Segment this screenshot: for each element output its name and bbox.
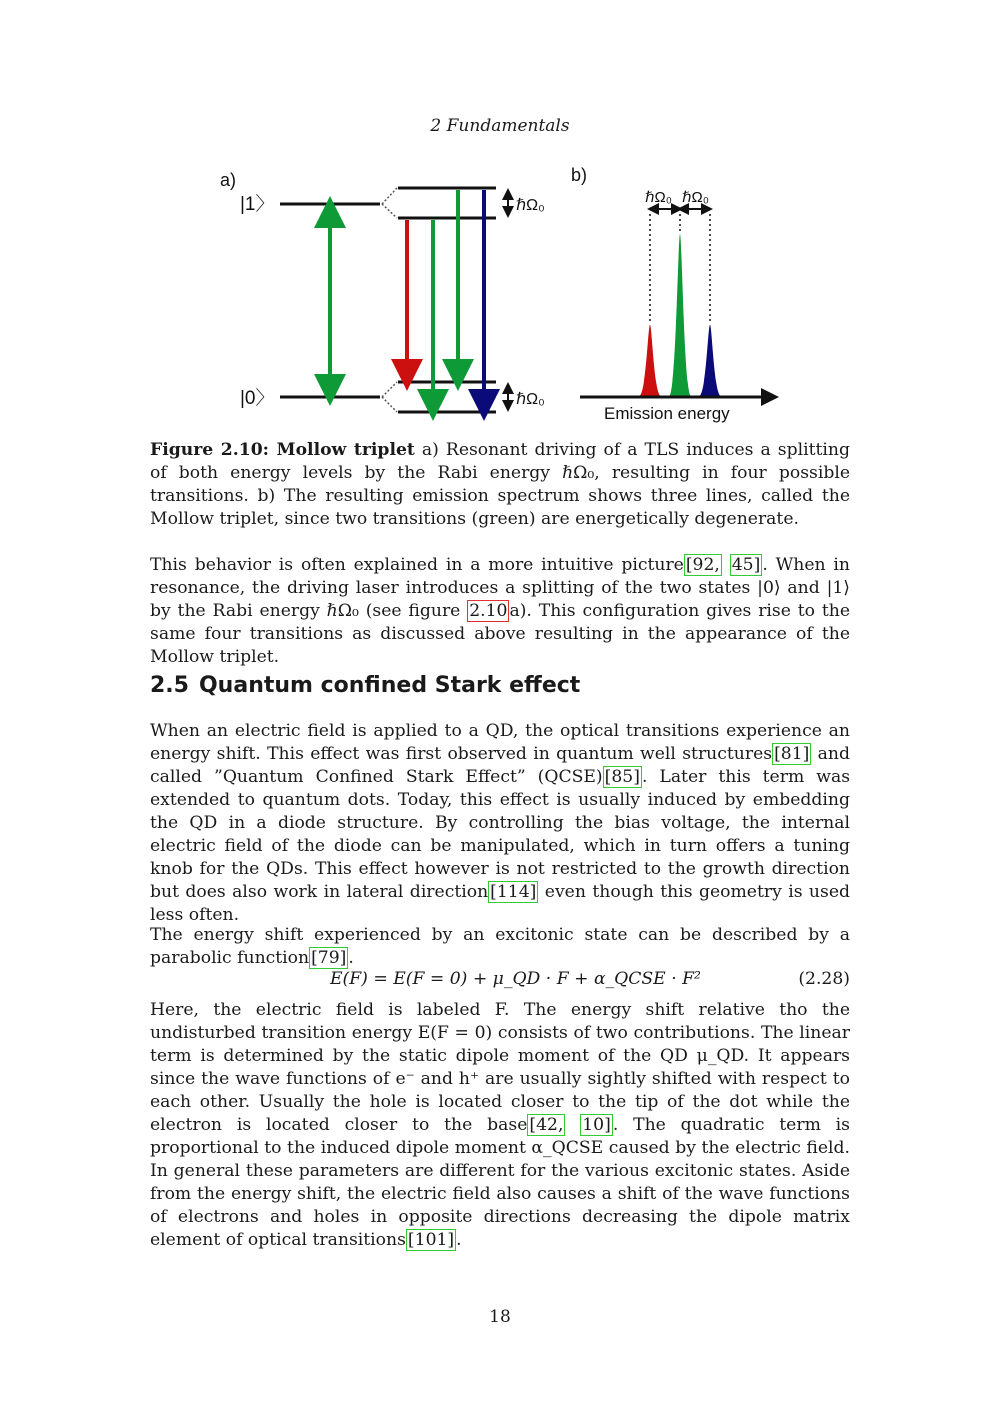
text: even though this geometry is used less often. [150,882,850,925]
text: and called ”Quantum Confined Stark Effect” (QCSE) [150,744,850,787]
rabi-label-upper: ℏΩ₀ [516,197,545,214]
text: . [348,948,354,968]
figure-mollow-triplet [200,158,800,430]
page-number: 18 [489,1307,511,1327]
caption-text: a) Resonant driving of a TLS induces a splitting of both energy levels by the Rabi energy ℏΩ₀, resulting in four possible transitions. b) The resulting emission spectrum shows three lines, called the Mollow triplet, since two transitions (green) are energetically degenerate. [150,440,850,529]
spacing-label-left: ℏΩ₀ [645,189,672,206]
paragraph-qcse-intro [150,720,850,927]
emission-peak-blue [699,325,721,396]
splitting-connector-upper [382,188,397,218]
running-header: 2 Fundamentals [430,116,570,136]
text: . When in resonance, the driving laser introduces a splitting of the two states |0⟩ and |1⟩ by the Rabi energy ℏΩ₀ (see figure [150,555,850,621]
paragraph-field-explanation [150,999,850,1252]
emission-peak-red [639,325,661,396]
text: . Later this term was extended to quantum dots. Today, this effect is usually induced by embedding the QD in a diode structure. By controlling the bias voltage, the internal electric field of the diode can be manipulated, which in turn offers a tuning knob for the QDs. This effect however is not restricted to the growth direction but does also work in lateral direction [150,767,851,902]
paragraph-energy-shift [150,924,850,970]
equation-number: (2.28) [798,969,850,989]
state-1-label: |1〉 [240,194,275,215]
text: Here, the electric field is labeled F. The energy shift relative tho the undisturbed transition energy E(F = 0) consists of two contributions. The linear term is determined by the static dipole moment of the QD μ_QD. It appears since the wave functions of e⁻ and h⁺ are usually sightly shifted with respect to each other. Usually the hole is located closer to the tip of the dot while the electron is located closer to the base [150,1000,850,1135]
citation-link[interactable]: [81] [774,744,810,764]
citation-link[interactable]: [85] [604,767,640,787]
citation-link[interactable]: 10] [582,1115,611,1135]
citation-link[interactable]: 45] [731,555,761,575]
figure-svg [200,158,800,430]
section-title: Quantum confined Stark effect [198,673,581,698]
citation-link[interactable]: [114] [490,882,537,902]
emission-peak-green [669,234,691,396]
section-heading [150,673,580,698]
caption-label: Figure 2.10: Mollow triplet [150,440,415,460]
citation-link[interactable]: [42, [529,1115,564,1135]
figure-caption [150,439,850,531]
rabi-label-lower: ℏΩ₀ [516,391,545,408]
equation-body: E(F) = E(F = 0) + μ_QD · F + α_QCSE · F² [330,969,701,989]
text: a). This configuration gives rise to the same four transitions as discussed above resulting in the appearance of the Mollow triplet. [150,601,850,667]
text: . [456,1230,462,1250]
figure-link[interactable]: 2.10 [469,601,508,621]
citation-link[interactable]: [101] [407,1230,455,1250]
text: The energy shift experienced by an excitonic state can be described by a parabolic function [150,925,850,968]
panel-a-label: a) [220,170,237,190]
energy-axis-label: Emission energy [604,404,730,423]
state-0-label: |0〉 [240,388,275,409]
panel-b-label: b) [571,165,588,185]
paragraph-mollow-explanation [150,554,850,669]
text: When an electric field is applied to a QD, the optical transitions experience an energy shift. This effect was first observed in quantum well structures [150,721,850,764]
text: This behavior is often explained in a more intuitive picture [150,555,684,575]
text: . The quadratic term is proportional to the induced dipole moment α_QCSE caused by the electric field. In general these parameters are different for the various excitonic states. Aside from the energy shift, the electric field also causes a shift of the wave functions of electrons and holes in opposite directions decreasing the dipole matrix element of optical transitions [150,1115,851,1250]
equation-2-28 [150,969,850,993]
citation-link[interactable]: [92, [685,555,720,575]
splitting-connector-lower [382,382,397,412]
spacing-label-right: ℏΩ₀ [682,189,709,206]
section-number: 2.5 [150,673,189,698]
citation-link[interactable]: [79] [311,948,347,968]
